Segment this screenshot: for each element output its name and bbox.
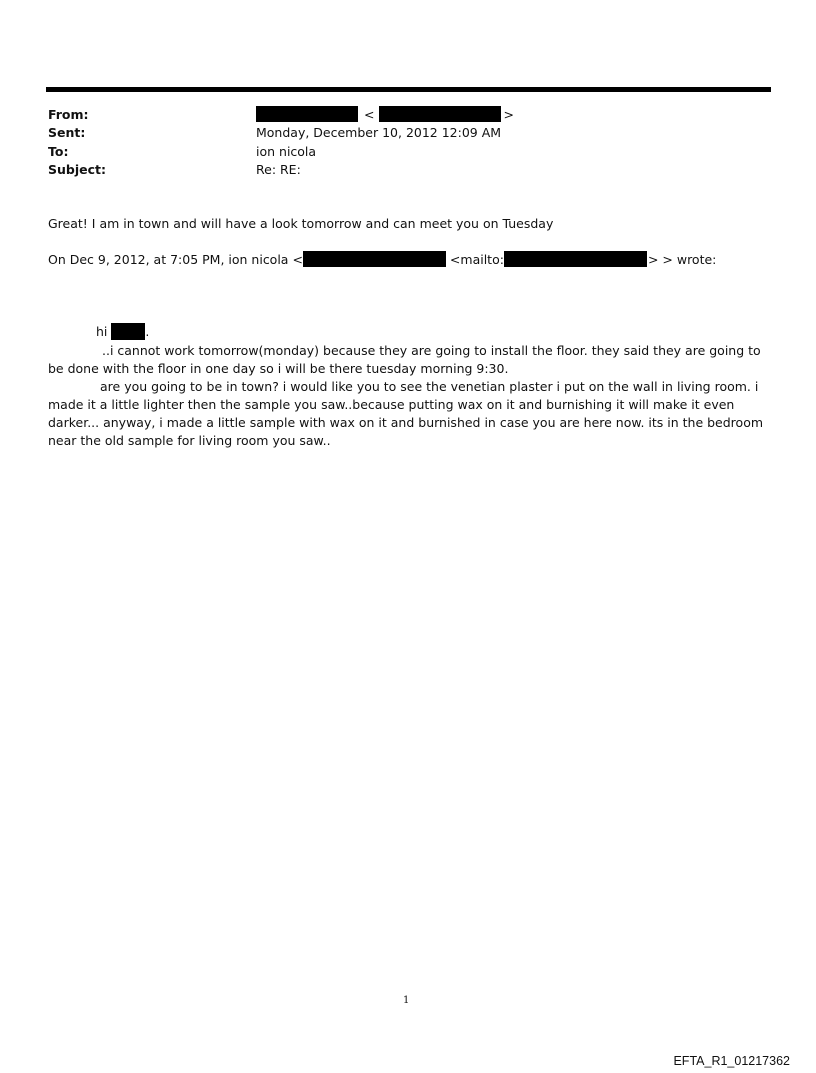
- quote-header-suffix: > > wrote:: [647, 252, 717, 267]
- page-number: 1: [403, 995, 410, 1006]
- redaction-block: [504, 251, 647, 267]
- subject-value: Re: RE:: [256, 162, 301, 177]
- redaction-block: [256, 106, 358, 122]
- quoted-body: [48, 342, 770, 450]
- quoted-greeting: [96, 323, 149, 341]
- to-label: To:: [48, 144, 69, 159]
- subject-label: Subject:: [48, 162, 106, 177]
- redaction-block: [379, 106, 501, 122]
- header-divider: [46, 87, 771, 92]
- quoted-paragraph: are you going to be in town? i would like you to see the venetian plaster i put on the wall in living room. i made it a little lighter then the sample you saw..because putting wax on it and burnishing it will make it even darker... anyway, i made a little sample with wax on it and burnished in case you are here now. its in the bedroom near the old sample for living room you saw..: [48, 379, 764, 448]
- sent-label: Sent:: [48, 125, 86, 140]
- greeting-word: hi: [96, 324, 108, 339]
- redaction-block: [111, 323, 145, 340]
- from-open-bracket: <: [364, 107, 375, 122]
- bates-id: EFTA_R1_01217362: [673, 1054, 790, 1068]
- to-value: ion nicola: [256, 144, 317, 159]
- reply-text: Great! I am in town and will have a look tomorrow and can meet you on Tuesday: [48, 216, 554, 231]
- greeting-end: .: [145, 324, 150, 339]
- quote-header-prefix: On Dec 9, 2012, at 7:05 PM, ion nicola <: [48, 252, 303, 267]
- from-close-bracket: >: [503, 107, 514, 122]
- quoted-paragraph: ..i cannot work tomorrow(monday) because they are going to install the floor. they said they are going to be done with the floor in one day so i will be there tuesday morning 9:30.: [48, 343, 761, 376]
- quote-header: [48, 251, 716, 269]
- redaction-block: [303, 251, 446, 267]
- quote-header-mailto: <mailto:: [449, 252, 504, 267]
- from-value: [256, 106, 514, 124]
- from-label: From:: [48, 107, 89, 122]
- sent-value: Monday, December 10, 2012 12:09 AM: [256, 125, 502, 140]
